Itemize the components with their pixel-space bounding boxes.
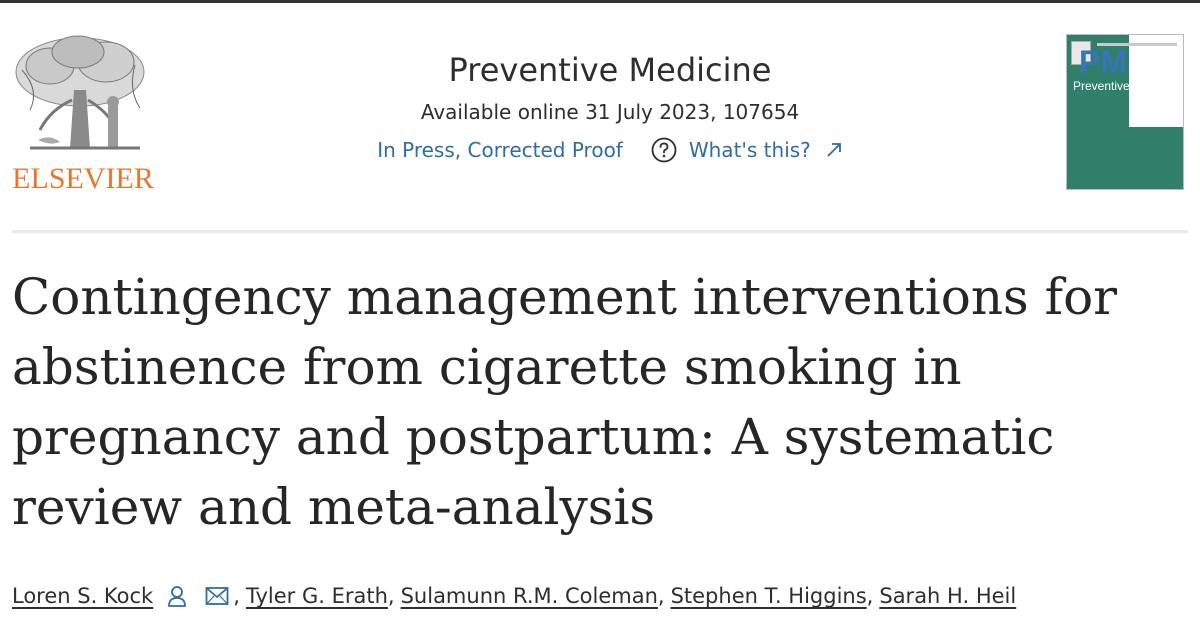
author-link[interactable]: Sarah H. Heil: [879, 584, 1017, 608]
author-list: [12, 580, 1016, 612]
question-circle-icon[interactable]: [651, 137, 677, 163]
author-separator: ,: [233, 584, 240, 608]
author-link[interactable]: Stephen T. Higgins: [670, 584, 867, 608]
article-status: In Press, Corrected Proof: [377, 138, 623, 162]
external-link-arrow-icon: [825, 141, 843, 159]
journal-name[interactable]: Preventive Medicine: [448, 51, 772, 89]
article-status-row: [300, 136, 920, 164]
journal-cover-image[interactable]: [1066, 34, 1184, 190]
author-link[interactable]: Sulamunn R.M. Coleman: [400, 584, 658, 608]
publisher-logo[interactable]: [10, 30, 156, 200]
journal-header: [300, 50, 920, 164]
whats-this-link[interactable]: What's this?: [688, 138, 811, 162]
article-title: Contingency management interventions for abstinence from cigarette smoking in pregnancy and postpartum: A systematic review and meta-analysis: [12, 268, 1118, 536]
author-separator: ,: [657, 584, 665, 608]
author-separator: ,: [866, 584, 874, 608]
envelope-icon[interactable]: [205, 586, 229, 606]
author-link[interactable]: Tyler G. Erath: [245, 584, 388, 608]
tree-of-knowledge-icon: [10, 30, 156, 160]
cover-green-block: [1129, 127, 1184, 190]
header-divider: [12, 230, 1188, 233]
person-icon[interactable]: [167, 585, 187, 607]
author-link[interactable]: Loren S. Kock: [12, 584, 154, 608]
cover-pm-letters: PM: [1079, 44, 1127, 80]
author-separator: ,: [387, 584, 395, 608]
availability-info: Available online 31 July 2023, 107654: [420, 100, 800, 124]
cover-title: Preventive Medicine: [1073, 79, 1182, 93]
top-rule: [0, 0, 1200, 3]
publisher-wordmark: ELSEVIER: [12, 162, 154, 195]
